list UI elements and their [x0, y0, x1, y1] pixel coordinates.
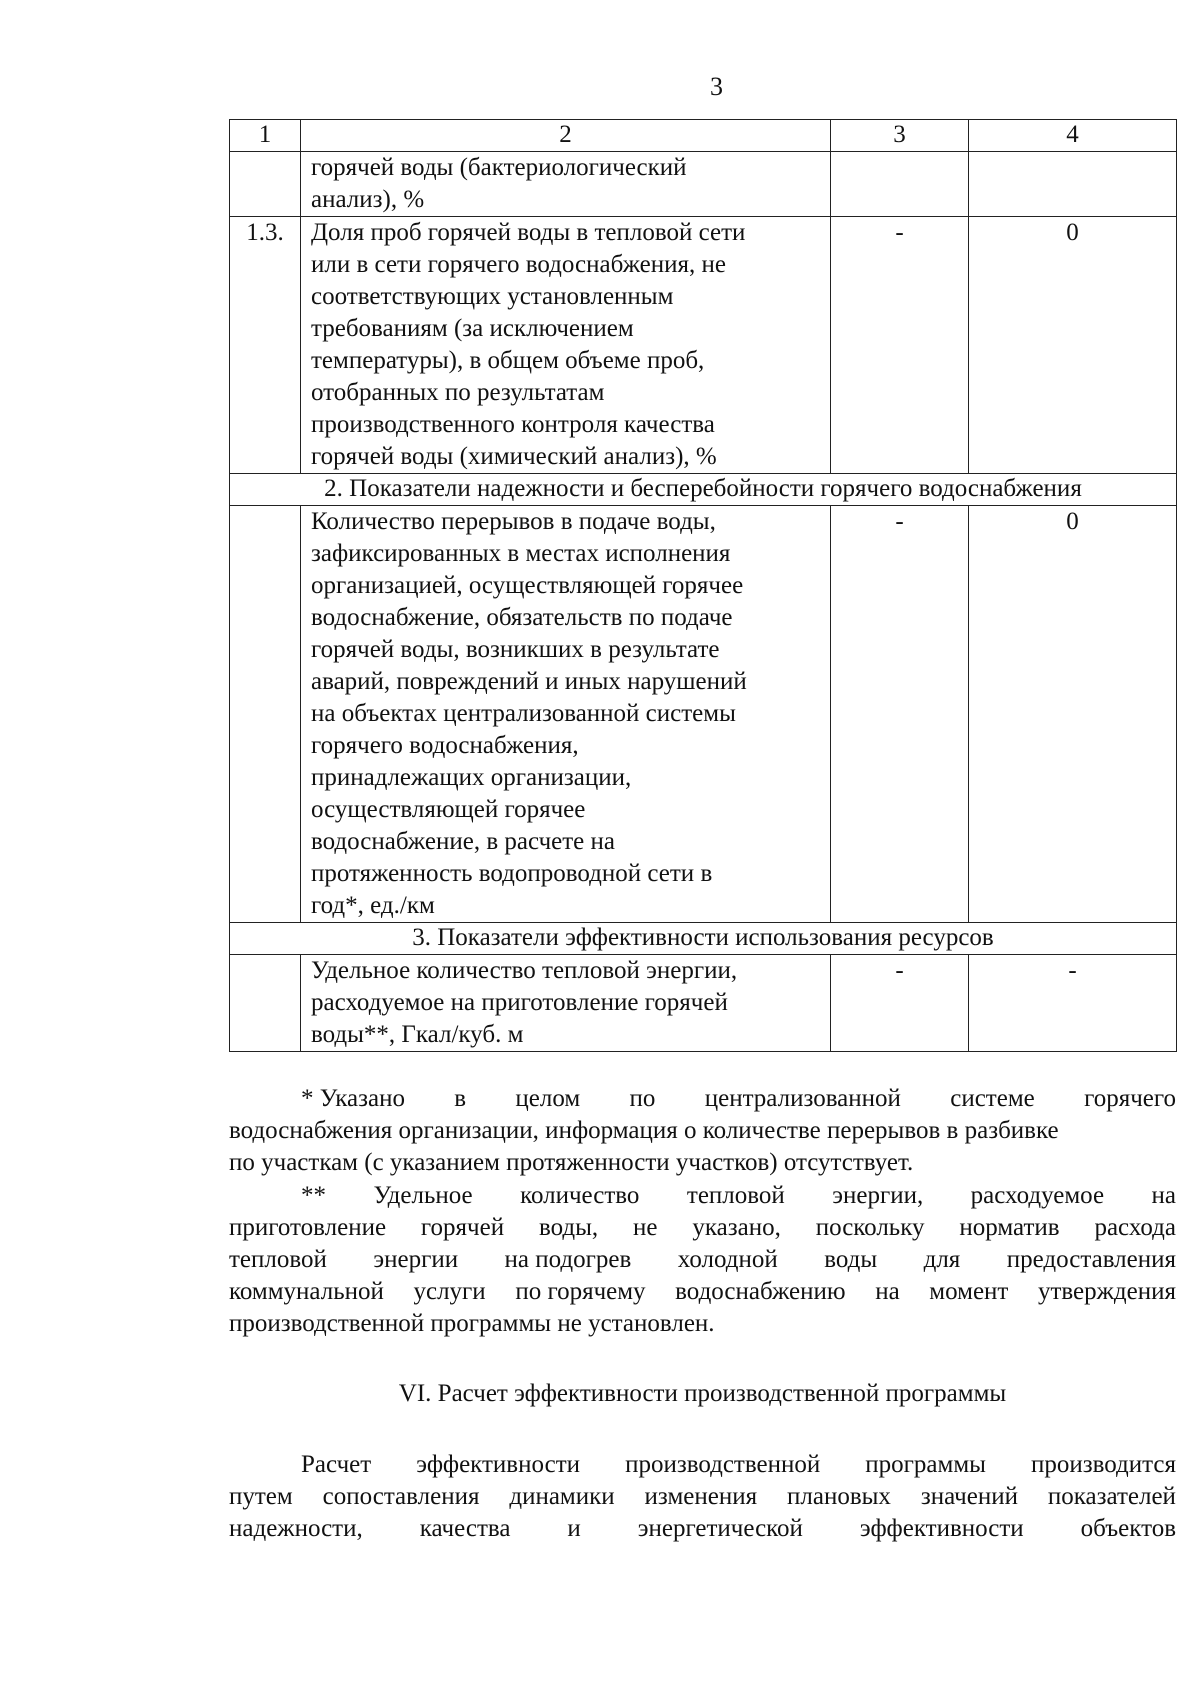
word: услуги	[413, 1278, 486, 1305]
text-line: температуры), в общем объеме проб,	[311, 347, 705, 374]
text-line: по участкам (с указанием протяженности участков) отсутствует.	[229, 1149, 914, 1176]
text-line: отобранных по результатам	[311, 379, 605, 406]
word: и	[567, 1515, 581, 1542]
word: эффективности	[859, 1515, 1024, 1542]
text-line: организацией, осуществляющей горячее	[311, 572, 744, 599]
word: горячей	[420, 1214, 505, 1241]
word: на подогрев	[504, 1246, 632, 1273]
word: путем	[229, 1483, 293, 1510]
text-line: год*, ед./км	[311, 892, 435, 919]
word: энергии,	[832, 1182, 924, 1209]
text-line: водоснабжения организации, информация о количестве перерывов в разбивке	[229, 1117, 1059, 1144]
section-header-row	[230, 474, 1177, 506]
row-description	[301, 506, 831, 923]
text-line: анализ), %	[311, 186, 425, 213]
row-description	[301, 217, 831, 474]
text-line: Доля проб горячей воды в тепловой сети	[311, 219, 746, 246]
text-line: аварий, повреждений и иных нарушений	[311, 668, 747, 695]
section-3-title: 3. Показатели эффективности использования ресурсов	[230, 923, 1177, 955]
word: программы	[865, 1451, 986, 1478]
text-line: водоснабжение, обязательств по подаче	[311, 604, 733, 631]
section-2-title: 2. Показатели надежности и бесперебойности горячего водоснабжения	[230, 474, 1177, 506]
word: плановых	[787, 1483, 891, 1510]
word: водоснабжению	[675, 1278, 846, 1305]
justified-line	[229, 1276, 1176, 1308]
justified-line	[229, 1449, 1176, 1481]
text-line: зафиксированных в местах исполнения	[311, 540, 731, 567]
row-number	[230, 152, 301, 217]
word: динамики	[509, 1483, 615, 1510]
header-col-1: 1	[230, 120, 301, 152]
word: поскольку	[815, 1214, 925, 1241]
word: целом	[515, 1085, 581, 1112]
value-col-3: -	[831, 955, 969, 1052]
justified-line	[229, 1212, 1176, 1244]
word: приготовление	[229, 1214, 387, 1241]
word: тепловой	[686, 1182, 785, 1209]
word: системе	[950, 1085, 1035, 1112]
word: качества	[419, 1515, 511, 1542]
justified-line	[229, 1180, 1176, 1212]
word: тепловой	[229, 1246, 327, 1273]
value-col-4: 0	[969, 506, 1177, 923]
word: сопоставления	[322, 1483, 480, 1510]
text-line: горячей воды, возникших в результате	[311, 636, 720, 663]
word: изменения	[644, 1483, 758, 1510]
text-line: соответствующих установленным	[311, 283, 674, 310]
word: показателей	[1047, 1483, 1176, 1510]
value-col-3	[831, 152, 969, 217]
justified-line	[229, 1083, 1176, 1115]
justified-line	[229, 1244, 1176, 1276]
value-col-4: 0	[969, 217, 1177, 474]
text-line: Количество перерывов в подаче воды,	[311, 508, 716, 535]
word: холодной	[677, 1246, 778, 1273]
text-line: Удельное количество тепловой энергии,	[311, 957, 738, 984]
text-line: осуществляющей горячее	[311, 796, 586, 823]
word: Удельное	[373, 1182, 473, 1209]
section-heading: VI. Расчет эффективности производственной программы	[398, 1380, 1007, 1407]
text-line: на объектах централизованной системы	[311, 700, 736, 727]
header-col-2: 2	[301, 120, 831, 152]
word: * Указано	[301, 1085, 405, 1112]
table-row	[230, 506, 1177, 923]
text-line: производственного контроля качества	[311, 411, 715, 438]
text-line: протяженность водопроводной сети в	[311, 860, 713, 887]
word: воды,	[538, 1214, 599, 1241]
value-col-3: -	[831, 506, 969, 923]
justified-line	[229, 1513, 1176, 1545]
word: энергетической	[637, 1515, 803, 1542]
word: расхода	[1094, 1214, 1176, 1241]
row-description	[301, 152, 831, 217]
page-number: 3	[710, 72, 723, 101]
word: по горячему	[515, 1278, 646, 1305]
word: для	[923, 1246, 961, 1273]
word: эффективности	[416, 1451, 581, 1478]
text-line: водоснабжение, в расчете на	[311, 828, 615, 855]
value-col-4: -	[969, 955, 1177, 1052]
table-row	[230, 152, 1177, 217]
row-number	[230, 955, 301, 1052]
word: на	[1151, 1182, 1176, 1209]
word: Расчет	[301, 1451, 372, 1478]
word: указано,	[692, 1214, 781, 1241]
text-line: горячей воды (химический анализ), %	[311, 443, 717, 470]
word: значений	[920, 1483, 1018, 1510]
table-row	[230, 955, 1177, 1052]
word: централизованной	[704, 1085, 901, 1112]
final-paragraph	[229, 1449, 1176, 1545]
text-line: требованиям (за исключением	[311, 315, 634, 342]
header-col-3: 3	[831, 120, 969, 152]
word: на	[875, 1278, 900, 1305]
text-line: или в сети горячего водоснабжения, не	[311, 251, 726, 278]
text-line: горячей воды (бактериологический	[311, 154, 687, 181]
row-number: 1.3.	[230, 217, 301, 474]
row-description	[301, 955, 831, 1052]
word: энергии	[373, 1246, 459, 1273]
footnote-2	[229, 1180, 1176, 1340]
value-col-3: -	[831, 217, 969, 474]
word: надежности,	[229, 1515, 363, 1542]
word: воды	[824, 1246, 878, 1273]
word: момент	[929, 1278, 1009, 1305]
word: предоставления	[1006, 1246, 1176, 1273]
word: по	[629, 1085, 656, 1112]
word: горячего	[1084, 1085, 1176, 1112]
word: коммунальной	[229, 1278, 384, 1305]
value-col-4	[969, 152, 1177, 217]
footnote-1	[229, 1083, 1176, 1179]
word: утверждения	[1037, 1278, 1176, 1305]
word: производственной	[625, 1451, 821, 1478]
text-line: воды**, Гкал/куб. м	[311, 1021, 524, 1048]
word: расходуемое	[970, 1182, 1105, 1209]
text-line: производственной программы не установлен.	[229, 1310, 715, 1337]
justified-line	[229, 1481, 1176, 1513]
indicators-table	[229, 119, 1177, 1052]
word: в	[454, 1085, 467, 1112]
row-number	[230, 506, 301, 923]
table-row	[230, 217, 1177, 474]
word: количество	[520, 1182, 640, 1209]
word: производится	[1031, 1451, 1176, 1478]
text-line: принадлежащих организации,	[311, 764, 632, 791]
word: объектов	[1080, 1515, 1176, 1542]
table-header-row	[230, 120, 1177, 152]
text-line: горячего водоснабжения,	[311, 732, 579, 759]
word: не	[633, 1214, 658, 1241]
section-header-row	[230, 923, 1177, 955]
header-col-4: 4	[969, 120, 1177, 152]
word: норматив	[959, 1214, 1060, 1241]
text-line: расходуемое на приготовление горячей	[311, 989, 728, 1016]
word: **	[301, 1182, 326, 1209]
